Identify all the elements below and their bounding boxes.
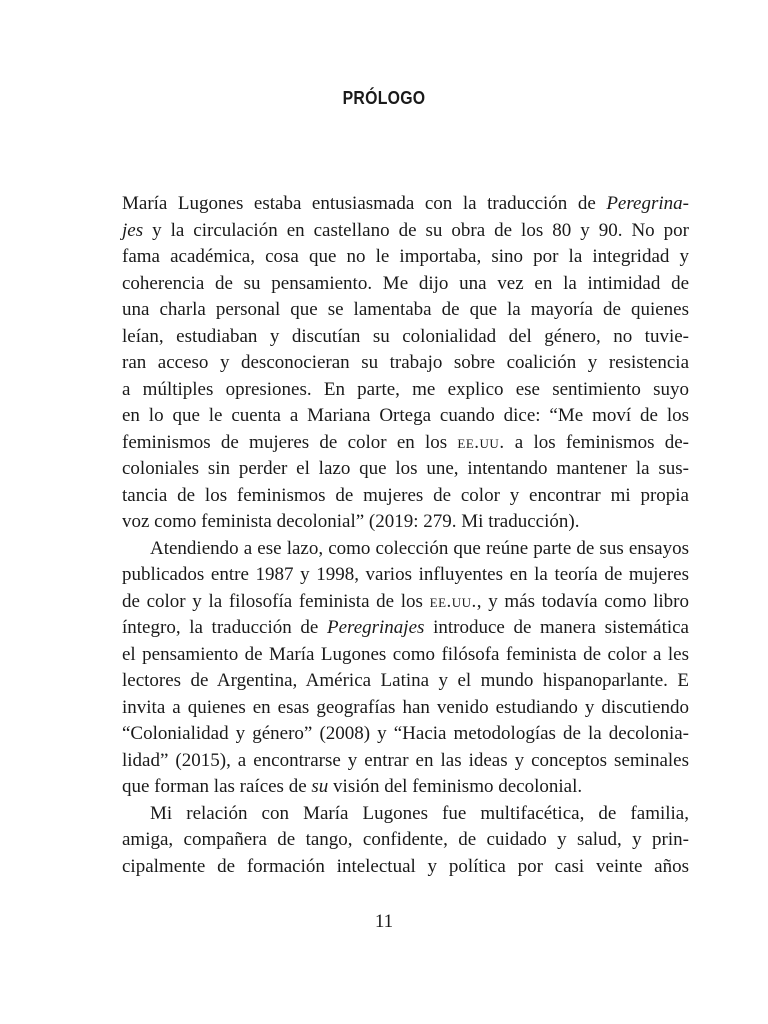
- chapter-title: PRÓLOGO: [342, 88, 426, 108]
- text-line: feminismos de mujeres de color en los ee.uu. a los feminismos de-: [122, 431, 690, 453]
- text-line: ran acceso y desconocieran su trabajo sobre coalición y resistencia: [122, 352, 689, 373]
- text-line: María Lugones estaba entusiasmada con la traducción de Peregrina-: [122, 193, 689, 214]
- text-line: coherencia de su pensamiento. Me dijo una vez en la intimidad de: [122, 272, 689, 294]
- text-line: jes y la circulación en castellano de su obra de los 80 y 90. No por: [122, 219, 689, 241]
- text-line: que forman las raíces de su visión del feminismo decolonial.: [122, 776, 583, 797]
- text-line: lidad” (2015), a encontrarse y entrar en las ideas y conceptos seminales: [122, 749, 689, 771]
- text-line: coloniales sin perder el lazo que los une, intentando mantener la sus-: [122, 458, 689, 479]
- paragraph: [122, 801, 689, 881]
- paragraph: [122, 191, 689, 536]
- text-line: Atendiendo a ese lazo, como colección que reúne parte de sus ensayos: [150, 537, 689, 559]
- text-line: lectores de Argentina, América Latina y el mundo hispanoparlante. E: [122, 670, 689, 691]
- text-line: tancia de los feminismos de mujeres de color y encontrar mi propia: [122, 484, 689, 506]
- paragraph: [122, 536, 689, 801]
- text-line: fama académica, cosa que no le importaba, sino por la integridad y: [122, 246, 689, 267]
- text-line: el pensamiento de María Lugones como filósofa feminista de color a les: [122, 643, 689, 665]
- text-line: Mi relación con María Lugones fue multifacética, de familia,: [150, 802, 689, 824]
- text-line: en lo que le cuenta a Mariana Ortega cuando dice: “Me moví de los: [122, 405, 689, 426]
- text-line: “Colonialidad y género” (2008) y “Hacia metodologías de la decolonia-: [122, 723, 689, 744]
- text-line: cipalmente de formación intelectual y política por casi veinte años: [122, 855, 689, 877]
- text-line: de color y la filosofía feminista de los ee.uu., y más todavía como libro: [122, 590, 689, 612]
- body-text: [122, 191, 689, 880]
- text-line: voz como feminista decolonial” (2019: 279. Mi traducción).: [122, 511, 580, 532]
- text-line: una charla personal que se lamentaba de que la mayoría de quienes: [122, 299, 689, 320]
- page-number: 11: [374, 911, 394, 932]
- text-line: amiga, compañera de tango, confidente, de cuidado y salud, y prin-: [122, 829, 689, 850]
- text-line: a múltiples opresiones. En parte, me explico ese sentimiento suyo: [122, 378, 689, 400]
- text-line: invita a quienes en esas geografías han venido estudiando y discutiendo: [122, 696, 689, 718]
- text-line: publicados entre 1987 y 1998, varios influyentes en la teoría de mujeres: [122, 564, 689, 585]
- text-line: íntegro, la traducción de Peregrinajes introduce de manera sistemática: [122, 617, 689, 638]
- text-line: leían, estudiaban y discutían su colonialidad del género, no tuvie-: [122, 325, 689, 347]
